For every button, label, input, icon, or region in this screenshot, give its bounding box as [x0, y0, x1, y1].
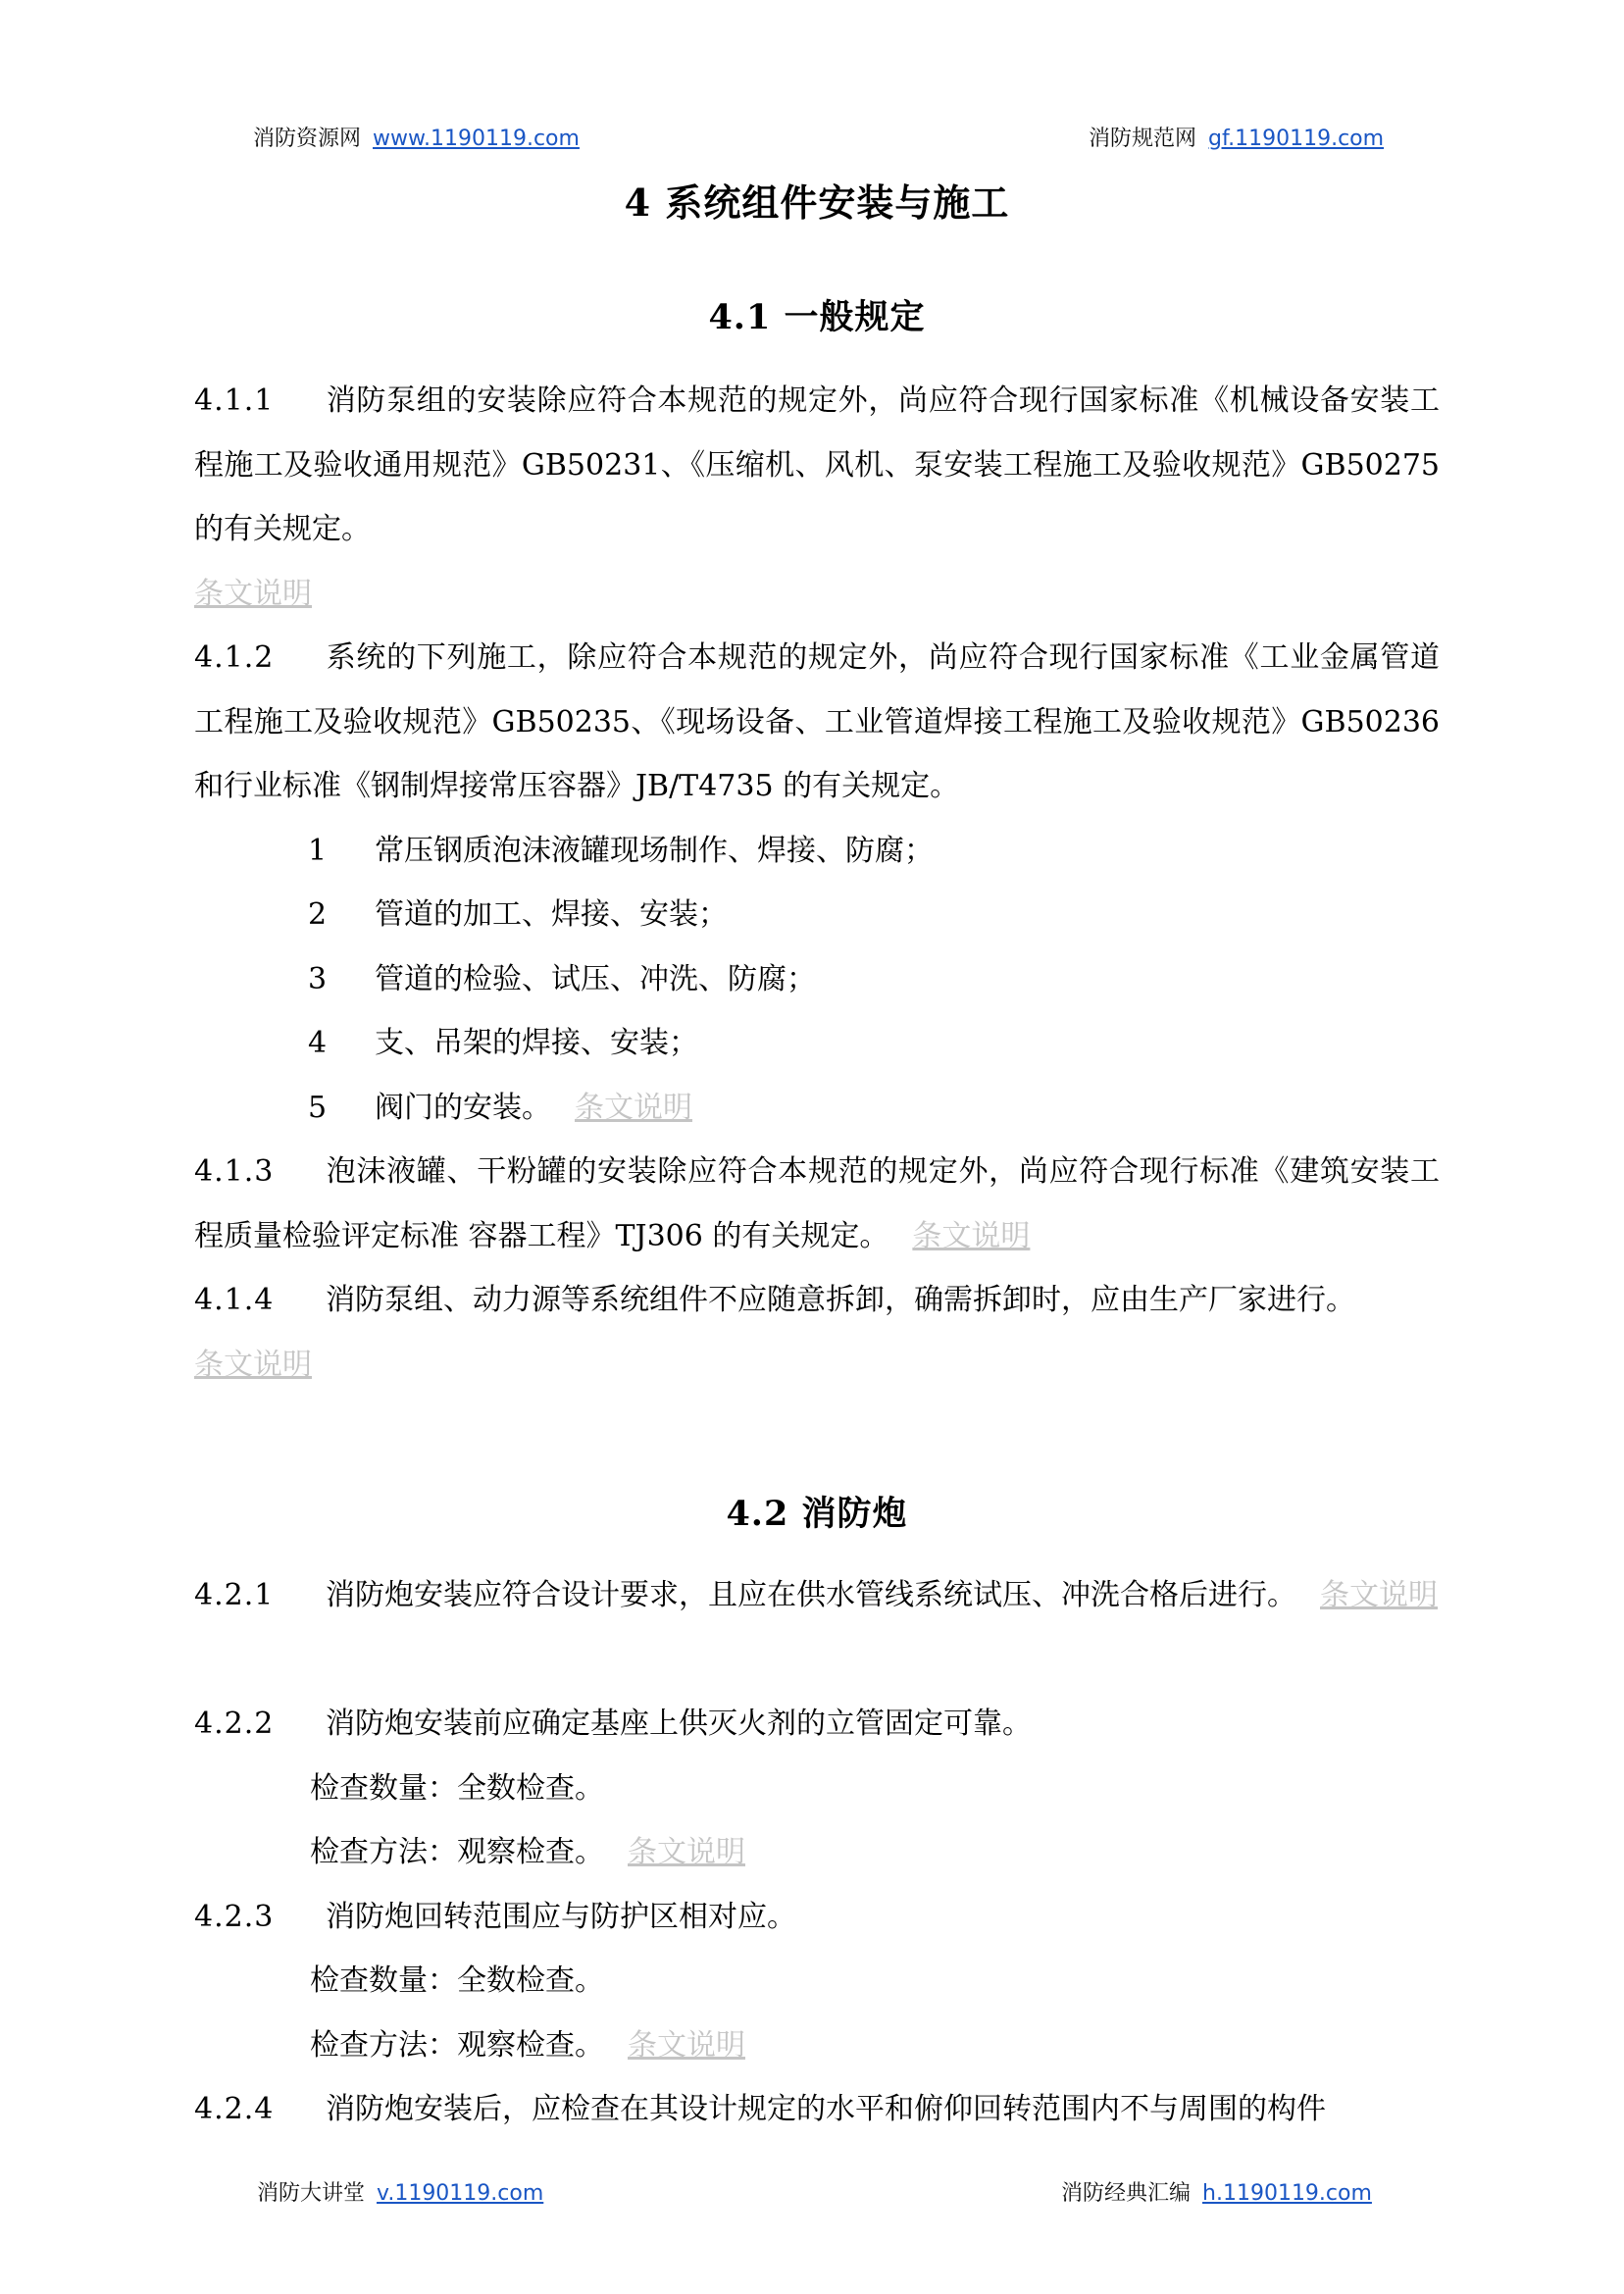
footer-left-link[interactable]: v.1190119.com — [377, 2181, 544, 2206]
list-item-text: 阀门的安装。 — [375, 1091, 551, 1125]
clause-4-2-3 — [194, 1885, 1440, 1950]
list-item-number: 5 — [308, 1091, 328, 1125]
list-item — [308, 1076, 692, 1141]
clause-text: 消防泵组、动力源等系统组件不应随意拆卸，确需拆卸时，应由生产厂家进行。 — [326, 1283, 1355, 1317]
clause-note-link[interactable]: 条文说明 — [912, 1218, 1031, 1253]
header-right-link[interactable]: gf.1190119.com — [1208, 127, 1385, 151]
clause-note-link[interactable]: 条文说明 — [194, 576, 312, 611]
clause-note-link[interactable]: 条文说明 — [628, 2028, 745, 2063]
check-method: 检查方法：观察检查。 — [310, 2028, 604, 2063]
footer-right-label: 消防经典汇编 — [1061, 2181, 1192, 2206]
list-item-number: 3 — [308, 962, 328, 996]
section-title-4-1: 4.1 一般规定 — [708, 297, 926, 337]
clause-number: 4.2.4 — [194, 2092, 275, 2126]
footer-left — [257, 2176, 543, 2207]
list-item-text: 管道的加工、焊接、安装； — [375, 897, 728, 932]
clause-text: 系统的下列施工，除应符合本规范的规定外，尚应符合现行国家标准《工业金属管道工程施工及验收规范》GB50235、《现场设备、工业管道焊接工程施工及验收规范》GB50236 和行业标准《钢制焊接常压容器》JB/T4735 的有关规定。 — [194, 640, 1440, 803]
clause-4-1-2 — [194, 626, 1440, 819]
list-item — [308, 883, 728, 947]
clause-number: 4.1.1 — [194, 383, 275, 418]
clause-note-link[interactable]: 条文说明 — [628, 1835, 745, 1869]
header-left — [253, 122, 580, 152]
clause-number: 4.2.2 — [194, 1707, 275, 1741]
header-right — [1089, 122, 1384, 152]
check-method: 检查方法：观察检查。 — [310, 1835, 604, 1869]
chapter-title: 4 系统组件安装与施工 — [624, 180, 1010, 225]
clause-4-2-1 — [194, 1563, 1440, 1628]
footer-left-label: 消防大讲堂 — [257, 2181, 366, 2206]
check-quantity: 检查数量：全数检查。 — [310, 1771, 604, 1806]
clause-text: 泡沫液罐、干粉罐的安装除应符合本规范的规定外，尚应符合现行标准《建筑安装工程质量检验评定标准 容器工程》TJ306 的有关规定。 — [194, 1154, 1440, 1253]
check-quantity: 检查数量：全数检查。 — [310, 1963, 604, 1998]
clause-4-2-4 — [194, 2077, 1440, 2142]
footer-right-link[interactable]: h.1190119.com — [1202, 2181, 1372, 2206]
clause-note-link[interactable]: 条文说明 — [575, 1091, 692, 1125]
clause-text: 消防炮回转范围应与防护区相对应。 — [326, 1900, 796, 1934]
list-item-number: 2 — [308, 897, 328, 932]
list-item-text: 支、吊架的焊接、安装； — [375, 1026, 698, 1060]
list-item-number: 1 — [308, 834, 328, 868]
clause-note-link[interactable]: 条文说明 — [1320, 1578, 1438, 1612]
list-item — [308, 819, 934, 884]
list-item — [308, 1011, 698, 1076]
clause-number: 4.2.1 — [194, 1578, 275, 1612]
header-left-link[interactable]: www.1190119.com — [373, 127, 580, 151]
clause-text: 消防泵组的安装除应符合本规范的规定外，尚应符合现行国家标准《机械设备安装工程施工及验收通用规范》GB50231、《压缩机、风机、泵安装工程施工及验收规范》GB50275 的有关规定。 — [194, 383, 1440, 546]
clause-text: 消防炮安装前应确定基座上供灭火剂的立管固定可靠。 — [326, 1707, 1032, 1741]
list-item-number: 4 — [308, 1026, 328, 1060]
header-right-label: 消防规范网 — [1089, 127, 1197, 151]
clause-number: 4.1.4 — [194, 1283, 275, 1317]
section-title-4-2: 4.2 消防炮 — [726, 1494, 908, 1534]
list-item — [308, 947, 816, 1012]
clause-number: 4.2.3 — [194, 1900, 275, 1934]
clause-4-1-4 — [194, 1268, 1440, 1397]
clause-text: 消防炮安装后，应检查在其设计规定的水平和俯仰回转范围内不与周围的构件 — [326, 2092, 1326, 2126]
list-item-text: 管道的检验、试压、冲洗、防腐； — [375, 962, 816, 996]
clause-number: 4.1.2 — [194, 640, 275, 675]
clause-note-link[interactable]: 条文说明 — [194, 1347, 312, 1382]
clause-4-2-2 — [194, 1692, 1440, 1757]
check-method-line — [310, 1820, 745, 1885]
clause-text: 消防炮安装应符合设计要求，且应在供水管线系统试压、冲洗合格后进行。 — [326, 1578, 1296, 1612]
footer-right — [1061, 2176, 1372, 2207]
list-item-text: 常压钢质泡沫液罐现场制作、焊接、防腐； — [375, 834, 934, 868]
clause-4-1-3 — [194, 1140, 1440, 1268]
header-left-label: 消防资源网 — [253, 127, 362, 151]
clause-4-1-1 — [194, 369, 1440, 626]
clause-number: 4.1.3 — [194, 1154, 275, 1189]
check-method-line — [310, 2014, 745, 2078]
